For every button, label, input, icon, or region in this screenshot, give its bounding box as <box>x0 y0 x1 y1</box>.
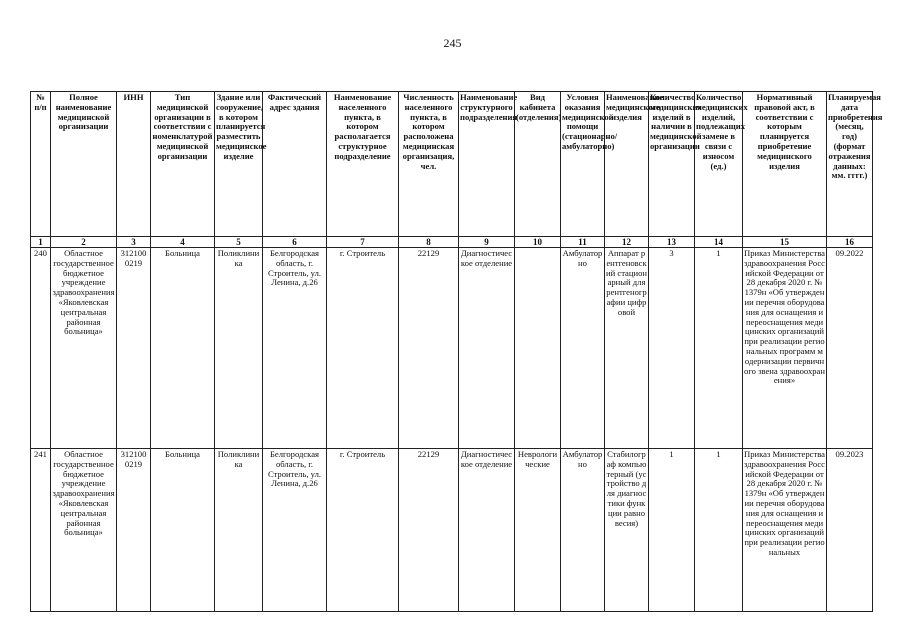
cell-division: Диагностическое отделение <box>459 449 515 612</box>
col-header: Численность населенного пункта, в котором расположена медицинская организация, чел. <box>399 92 459 237</box>
cell-act: Приказ Министерства здравоохранения Российской Федерации от 28 декабря 2020 г. № 1379н «Об утверждении перечня оборудования для оснащения и переоснащения медицинских организаций при реализации региональных программ модернизации первичного звена здравоохранения» <box>743 248 827 449</box>
column-number: 1 <box>31 237 51 248</box>
cell-act: Приказ Министерства здравоохранения Российской Федерации от 28 декабря 2020 г. № 1379н «Об утверждении перечня оборудования для оснащения и переоснащения медицинских организаций при реализации региональных <box>743 449 827 612</box>
column-number: 2 <box>51 237 117 248</box>
column-number: 13 <box>649 237 695 248</box>
column-number: 15 <box>743 237 827 248</box>
column-number-row <box>31 237 873 248</box>
cell-population: 22129 <box>399 248 459 449</box>
column-number: 6 <box>263 237 327 248</box>
cell-device: Стабилограф компьютерный (устройство для диагностики функции равновесия) <box>605 449 649 612</box>
cell-org: Областное государственное бюджетное учреждение здравоохранения «Яковлевская центральная районная больница» <box>51 248 117 449</box>
cell-date: 09.2023 <box>827 449 873 612</box>
col-header: Нормативный правовой акт, в соответствии с которым планируется приобретение медицинского изделия <box>743 92 827 237</box>
cell-conditions: Амбулаторно <box>561 248 605 449</box>
cell-conditions: Амбулаторно <box>561 449 605 612</box>
col-header: Вид кабинета (отделения) <box>515 92 561 237</box>
cell-org: Областное государственное бюджетное учреждение здравоохранения «Яковлевская центральная районная больница» <box>51 449 117 612</box>
column-number: 10 <box>515 237 561 248</box>
cell-type: Больница <box>151 449 215 612</box>
header-row <box>31 92 873 237</box>
col-header: Планируемая дата приобретения (месяц, год) (формат отражения данных: мм. гггг.) <box>827 92 873 237</box>
cell-num: 241 <box>31 449 51 612</box>
cell-num: 240 <box>31 248 51 449</box>
cell-division: Диагностическое отделение <box>459 248 515 449</box>
column-number: 7 <box>327 237 399 248</box>
cell-inn: 312100 0219 <box>117 248 151 449</box>
col-header: Количество медицинских изделий, подлежащих замене в связи с износом (ед.) <box>695 92 743 237</box>
col-header: Фактический адрес здания <box>263 92 327 237</box>
cell-population: 22129 <box>399 449 459 612</box>
col-header: Условия оказания медицинской помощи (стационарно/ амбулаторно) <box>561 92 605 237</box>
cell-device: Аппарат рентгеновский стационарный для рентгенографии цифровой <box>605 248 649 449</box>
cell-cabinet: Неврологические <box>515 449 561 612</box>
col-header: Тип медицинской организации в соответствии с номенклатурой медицинской организации <box>151 92 215 237</box>
col-header: Наименование населенного пункта, в котором располагается структурное подразделение <box>327 92 399 237</box>
cell-qty-have: 3 <box>649 248 695 449</box>
col-header: № п/п <box>31 92 51 237</box>
cell-inn: 312100 0219 <box>117 449 151 612</box>
table-row <box>31 449 873 612</box>
col-header: ИНН <box>117 92 151 237</box>
cell-building: Поликлиника <box>215 449 263 612</box>
cell-qty-have: 1 <box>649 449 695 612</box>
cell-address: Белгородская область, г. Строитель, ул. Ленина, д.26 <box>263 248 327 449</box>
cell-type: Больница <box>151 248 215 449</box>
cell-settlement: г. Строитель <box>327 449 399 612</box>
column-number: 9 <box>459 237 515 248</box>
col-header: Наименование структурного подразделения <box>459 92 515 237</box>
registry-table <box>30 91 883 612</box>
column-number: 11 <box>561 237 605 248</box>
col-header: Полное наименование медицинской организации <box>51 92 117 237</box>
page-number: 245 <box>443 36 462 50</box>
column-number: 14 <box>695 237 743 248</box>
cell-building: Поликлиника <box>215 248 263 449</box>
cell-date: 09.2022 <box>827 248 873 449</box>
column-number: 4 <box>151 237 215 248</box>
table-row <box>31 248 873 449</box>
column-number: 12 <box>605 237 649 248</box>
column-number: 5 <box>215 237 263 248</box>
col-header: Количество медицинских изделий в наличии в медицинской организации <box>649 92 695 237</box>
cell-cabinet <box>515 248 561 449</box>
column-number: 16 <box>827 237 873 248</box>
cell-qty-replace: 1 <box>695 248 743 449</box>
cell-settlement: г. Строитель <box>327 248 399 449</box>
col-header: Здание или сооружение, в котором планируется разместить медицинское изделие <box>215 92 263 237</box>
cell-qty-replace: 1 <box>695 449 743 612</box>
column-number: 3 <box>117 237 151 248</box>
col-header: Наименование медицинского изделия <box>605 92 649 237</box>
column-number: 8 <box>399 237 459 248</box>
cell-address: Белгородская область, г. Строитель, ул. Ленина, д.26 <box>263 449 327 612</box>
